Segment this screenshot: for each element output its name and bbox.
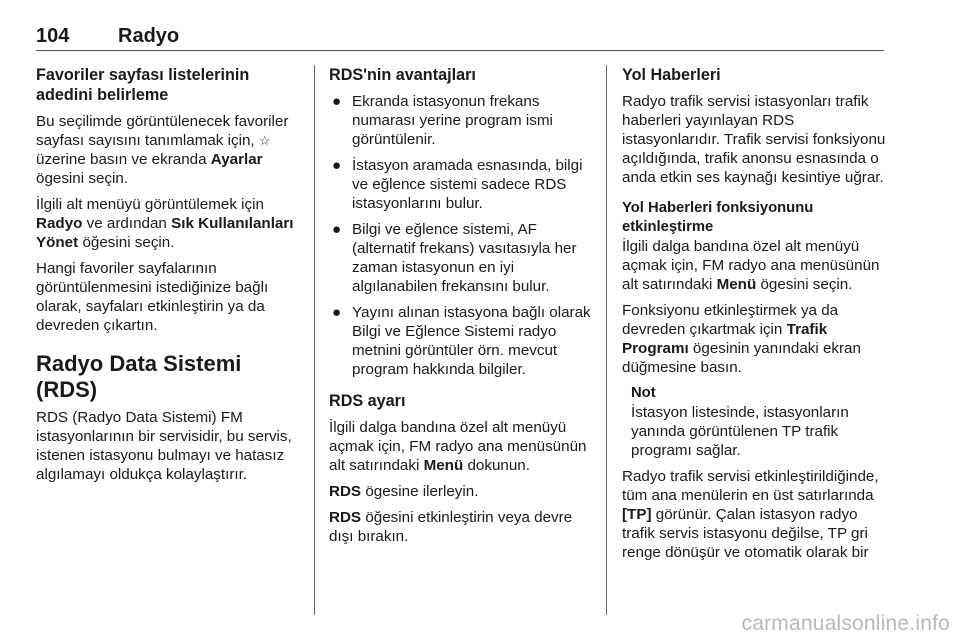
bullet-icon: ● xyxy=(332,304,342,321)
menu-term: Sık Kullanılanları Yönet xyxy=(36,215,294,251)
paragraph: RDS ögesine ilerleyin. xyxy=(329,483,479,500)
list-item: ● Bilgi ve eğlence sistemi, AF (alternatif frekans) vasıtasıyla her zaman istasyonun en iyi algılanabilen frekansını bulur. xyxy=(332,221,577,295)
paragraph: İlgili dalga bandına özel alt menüyü açmak için, FM radyo ana menüsünün alt satırındaki Menü ögesini seçin. xyxy=(622,238,880,293)
column-1 xyxy=(36,65,302,491)
rds-heading: Radyo Data Sistemi (RDS) xyxy=(36,351,242,402)
paragraph: Bu seçilimde görüntülenecek favoriler sayfası sayısını tanımlamak için, ☆ üzerine basın ve ekranda Ayarlar ögesini seçin. xyxy=(36,113,289,187)
bullet-icon: ● xyxy=(332,93,342,110)
bullet-icon: ● xyxy=(332,157,342,174)
menu-term: Menü xyxy=(716,276,757,293)
section-title: Radyo xyxy=(118,25,180,47)
menu-term: [TP] xyxy=(622,506,652,523)
list-item: ● Yayını alınan istasyona bağlı olarak Bilgi ve Eğlence Sistemi radyo metnini görüntüler örn. mevcut program hakkında bilgiler. xyxy=(332,304,591,378)
paragraph: RDS (Radyo Data Sistemi) FM istasyonlarının bir servisidir, bu servis, istenen istasyonu bulmayı ve hatasız algılamayı oldukça kolaylaştırır. xyxy=(36,409,292,483)
rds-advantages-heading: RDS'nin avantajları xyxy=(329,66,476,84)
menu-term: Trafik Programı xyxy=(622,321,828,357)
advantages-list xyxy=(329,92,591,379)
note-title: Not xyxy=(631,385,656,401)
list-item: ● Ekranda istasyonun frekans numarası yerine program ismi görüntülenir. xyxy=(332,93,553,148)
paragraph: Radyo trafik servisi etkinleştirildiğinde, tüm ana menülerin en üst satırlarında [TP] görünür. Çalan istasyon radyo trafik servis istasyonu değilse, TP gri renge dönüşür ve otomatik olarak bir xyxy=(622,468,879,561)
list-item: ● İstasyon aramada esnasında, bilgi ve eğlence sistemi sadece RDS istasyonlarını bulur. xyxy=(332,157,583,212)
note-box xyxy=(622,384,886,460)
menu-term: Menü xyxy=(423,457,464,474)
paragraph: İlgili dalga bandına özel alt menüyü açmak için, FM radyo ana menüsünün alt satırındaki Menü dokunun. xyxy=(329,419,587,474)
favorites-settings-icon: ☆ xyxy=(258,133,271,148)
bullet-icon: ● xyxy=(332,221,342,238)
menu-term: Radyo xyxy=(36,215,83,232)
traffic-activation-heading: Yol Haberleri fonksiyonunu etkinleştirme xyxy=(622,200,814,235)
paragraph: Fonksiyonu etkinleştirmek ya da devreden çıkartmak için Trafik Programı ögesinin yanındaki ekran düğmesine basın. xyxy=(622,302,861,376)
menu-term: Ayarlar xyxy=(210,151,263,168)
rds-setting-heading: RDS ayarı xyxy=(329,392,406,410)
column-divider xyxy=(314,65,315,615)
menu-term: RDS xyxy=(329,483,362,500)
favorites-heading: Favoriler sayfası listelerinin adedini belirleme xyxy=(36,66,250,104)
page-number: 104 xyxy=(36,25,70,47)
paragraph: Hangi favoriler sayfalarının görüntülenmesini istediğinize bağlı olarak, sayfaları etkinleştirin ya da devreden çıkartın. xyxy=(36,260,269,334)
watermark: carmanualsonline.info xyxy=(741,612,950,635)
column-divider xyxy=(606,65,607,615)
column-2 xyxy=(329,65,591,553)
traffic-news-heading: Yol Haberleri xyxy=(622,66,721,84)
paragraph: RDS öğesini etkinleştirin veya devre dışı bırakın. xyxy=(329,509,573,545)
paragraph: Radyo trafik servisi istasyonları trafik haberleri yayınlayan RDS istasyonlarıdır. Trafik servisi fonksiyonu açıldığında, trafik anonsu esnasında o anda etkin ses kaynağı kesintiye uğrar. xyxy=(622,93,886,186)
note-text: İstasyon listesinde, istasyonların yanında görüntülenen TP trafik programı sağlar. xyxy=(631,404,849,459)
page-header xyxy=(36,22,884,51)
paragraph: İlgili alt menüyü görüntülemek için Radyo ve ardından Sık Kullanılanları Yönet öğesini seçin. xyxy=(36,196,294,251)
menu-term: RDS xyxy=(329,509,362,526)
column-3 xyxy=(622,65,886,569)
